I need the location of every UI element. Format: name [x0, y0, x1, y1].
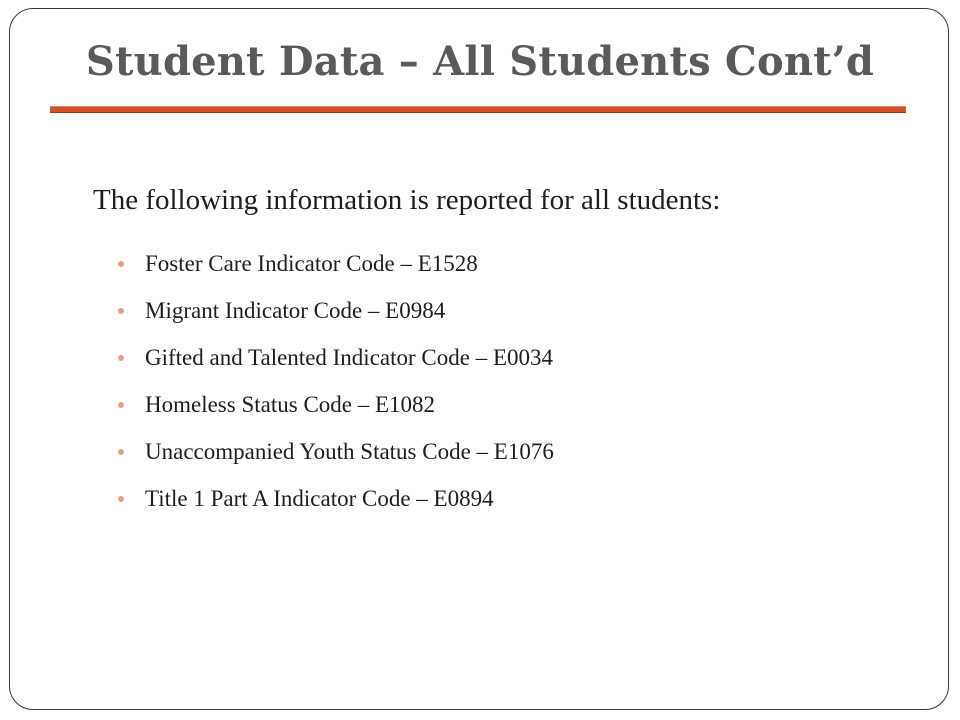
bullet-text: Title 1 Part A Indicator Code – E0894 [145, 485, 494, 511]
bullet-list [118, 240, 554, 522]
bullet-text: Foster Care Indicator Code – E1528 [145, 250, 478, 276]
bullet-dot-icon [118, 496, 124, 502]
slide-title: Student Data – All Students Cont’d [85, 38, 875, 85]
bullet-text: Migrant Indicator Code – E0984 [145, 297, 446, 323]
bullet-dot-icon [118, 355, 124, 361]
bullet-item-homeless [118, 381, 554, 428]
bullet-item-migrant [118, 287, 554, 334]
bullet-item-gifted-talented [118, 334, 554, 381]
bullet-dot-icon [118, 449, 124, 455]
bullet-dot-icon [118, 402, 124, 408]
bullet-dot-icon [118, 308, 124, 314]
bullet-text: Unaccompanied Youth Status Code – E1076 [145, 438, 554, 464]
bullet-item-foster-care [118, 240, 554, 287]
intro-text: The following information is reported for all students: [93, 184, 721, 216]
bullet-dot-icon [118, 261, 124, 267]
bullet-item-unaccompanied-youth [118, 428, 554, 475]
bullet-text: Gifted and Talented Indicator Code – E0034 [145, 344, 554, 370]
bullet-text: Homeless Status Code – E1082 [145, 391, 436, 417]
title-underline-rule [50, 106, 906, 113]
bullet-item-title-1-part-a [118, 475, 554, 522]
